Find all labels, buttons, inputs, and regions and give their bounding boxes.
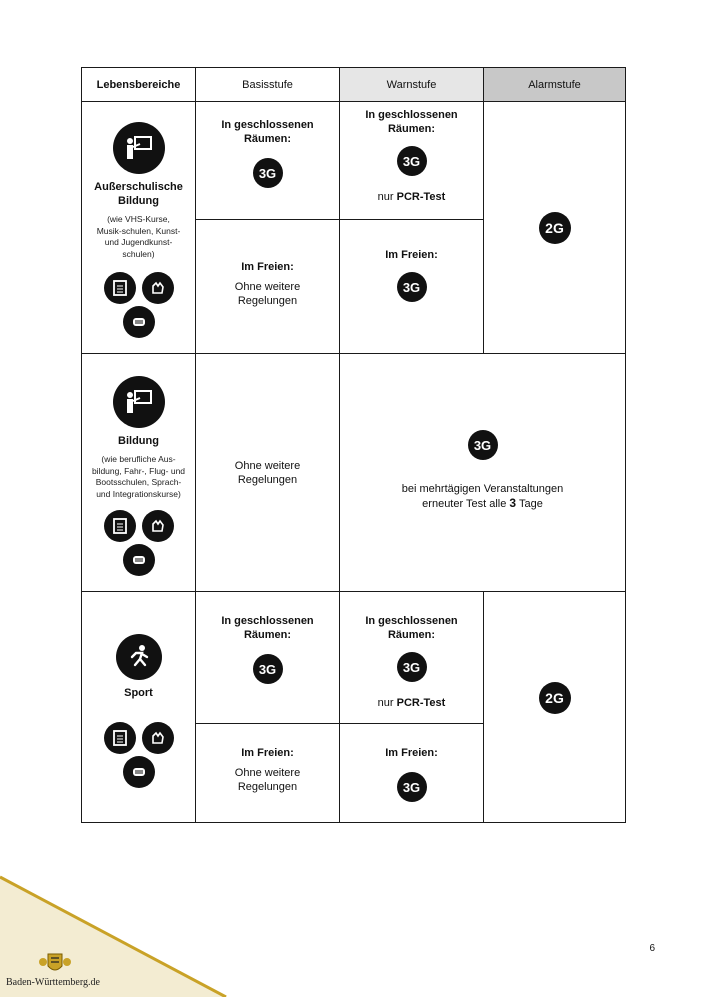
teacher-icon [113, 376, 165, 428]
merged-text-2: erneuter Test alle 3 Tage [422, 496, 543, 510]
pcr-note: nur PCR-Test [377, 191, 446, 203]
row2-warn-alarm [339, 353, 626, 592]
row-title: Bildung [118, 435, 159, 447]
row-sport-label [81, 591, 196, 823]
outdoor-label: Im Freien: [241, 747, 294, 759]
row3-basis-outdoor [195, 723, 340, 823]
badge-3g: 3G [397, 272, 427, 302]
row-note: (wie berufliche Aus-bildung, Fahr-, Flug- und Bootsschulen, Sprach- und Integrationskurse) [91, 454, 186, 499]
row3-warn-indoor [339, 591, 484, 724]
indoor-label: In geschlossenen Räumen: [221, 119, 314, 145]
row1-basis-indoor [195, 101, 340, 220]
basis-text: Ohne weitere Regelungen [234, 459, 301, 486]
row3-warn-outdoor [339, 723, 484, 823]
mask-icon [123, 756, 155, 788]
distance-rules-icon [104, 272, 136, 304]
outdoor-text: Ohne weitere Regelungen [234, 281, 301, 307]
hand-hygiene-icon [142, 272, 174, 304]
outdoor-label: Im Freien: [385, 747, 438, 759]
header-alarmstufe: Alarmstufe [483, 67, 626, 102]
badge-3g: 3G [397, 652, 427, 682]
hand-hygiene-icon [142, 722, 174, 754]
badge-3g: 3G [253, 158, 283, 188]
badge-2g: 2G [539, 212, 571, 244]
row-title: Sport [124, 687, 153, 699]
row1-basis-outdoor [195, 219, 340, 354]
row1-warn-indoor [339, 101, 484, 220]
row3-basis-indoor [195, 591, 340, 724]
hand-hygiene-icon [142, 510, 174, 542]
state-crest-icon [38, 952, 72, 976]
footer-logo-text: Baden-Württemberg.de [6, 977, 100, 988]
row1-warn-outdoor [339, 219, 484, 354]
row-note: (wie VHS-Kurse, Musik-schulen, Kunst- und Jugendkunst-schulen) [96, 214, 181, 259]
outdoor-text: Ohne weitere Regelungen [234, 767, 301, 793]
rules-table [81, 67, 626, 823]
mask-icon [123, 544, 155, 576]
row-ausserschulische-bildung-label [81, 101, 196, 354]
badge-2g: 2G [539, 682, 571, 714]
badge-3g: 3G [397, 772, 427, 802]
outdoor-label: Im Freien: [241, 261, 294, 273]
row1-alarm [483, 101, 626, 354]
row-bildung-label [81, 353, 196, 592]
badge-3g: 3G [397, 146, 427, 176]
badge-3g: 3G [468, 430, 498, 460]
indoor-label: In geschlossenen Räumen: [221, 615, 314, 641]
header-lebensbereiche: Lebensbereiche [81, 67, 196, 102]
badge-3g: 3G [253, 654, 283, 684]
indoor-label: In geschlossenen Räumen: [365, 615, 458, 641]
runner-icon [116, 634, 162, 680]
pcr-note: nur PCR-Test [377, 697, 446, 709]
header-warnstufe: Warnstufe [339, 67, 484, 102]
teacher-icon [113, 122, 165, 174]
page-number: 6 [649, 943, 655, 954]
row3-alarm [483, 591, 626, 823]
merged-text-1: bei mehrtägigen Veranstaltungen [401, 483, 564, 495]
header-basisstufe: Basisstufe [195, 67, 340, 102]
indoor-label: In geschlossenen Räumen: [365, 109, 458, 135]
outdoor-label: Im Freien: [385, 249, 438, 261]
row-title: Außerschulische Bildung [94, 181, 183, 207]
distance-rules-icon [104, 722, 136, 754]
distance-rules-icon [104, 510, 136, 542]
row2-basis [195, 353, 340, 592]
mask-icon [123, 306, 155, 338]
